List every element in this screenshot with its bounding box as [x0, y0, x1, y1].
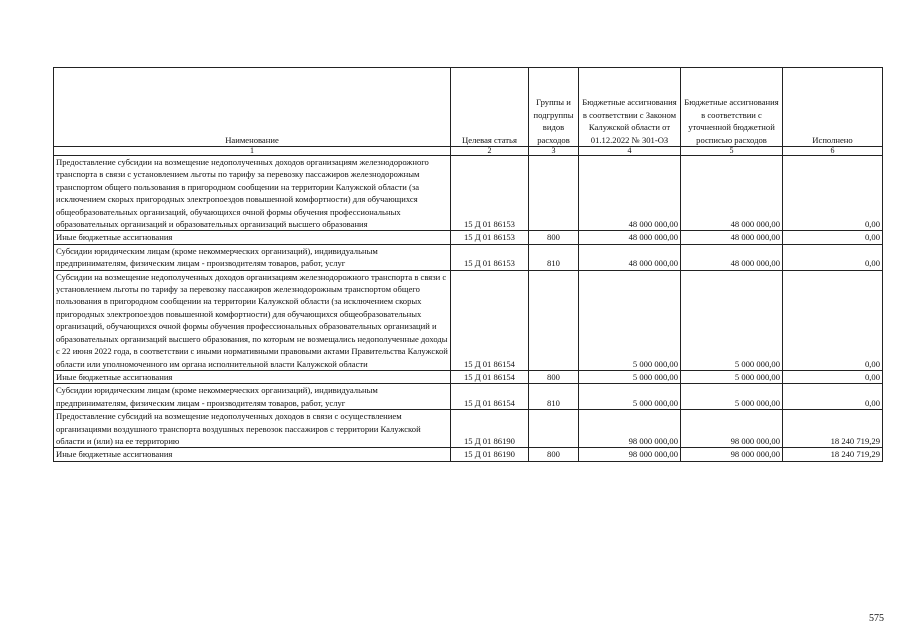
row-name: Предоставление субсидий на возмещение недополученных доходов в связи с осуществлением организациями воздушного транспорта воздушных перевозок пассажиров с территории Калужской области и (или) на ее территорию [54, 410, 451, 448]
row-revised-allocation: 98 000 000,00 [681, 448, 783, 461]
row-name: Субсидии на возмещение недополученных доходов организациям железнодорожного транспорта в связи с установлением льготы по тарифу за перевозку пассажиров железнодорожным транспортом общего пользования в пригородном сообщении на территории Калужской области (за исключением скорых пригородных электропоездов повышенной комфортности) для обучающихся общеобразовательных организаций, обучающихся очной формы обучения профессиональных образовательных организаций и образовательных организаций высшего образования, по которым не возмещались недополученные доходы с 22 июня 2022 года, в соответствии с иными нормативными правовыми актами Правительства Калужской области или уполномоченного им органа исполнительной власти Калужской области [54, 270, 451, 370]
row-expense-group: 810 [529, 384, 579, 410]
column-number: 5 [681, 147, 783, 156]
table-row [54, 231, 883, 244]
row-expense-group [529, 270, 579, 370]
row-executed: 0,00 [783, 156, 883, 231]
row-name: Предоставление субсидии на возмещение недополученных доходов организациям железнодорожного транспорта в связи с установлением льготы по тарифу за перевозку пассажиров железнодорожным транспортом общего пользования в пригородном сообщении на территории Калужской области (за исключением скорых пригородных электропоездов повышенной комфортности) для обучающихся общеобразовательных организаций, обучающихся очной формы обучения профессиональных образовательных организаций и образовательных организаций высшего образования [54, 156, 451, 231]
table-row [54, 156, 883, 231]
table-row [54, 448, 883, 461]
row-executed: 0,00 [783, 270, 883, 370]
row-revised-allocation: 48 000 000,00 [681, 231, 783, 244]
row-target-article: 15 Д 01 86190 [451, 448, 529, 461]
table-row [54, 384, 883, 410]
header-expense-group: Группы и подгруппы видов расходов [529, 68, 579, 147]
row-law-allocation: 5 000 000,00 [579, 270, 681, 370]
header-name: Наименование [54, 68, 451, 147]
row-expense-group: 800 [529, 231, 579, 244]
row-target-article: 15 Д 01 86154 [451, 370, 529, 383]
row-executed: 0,00 [783, 244, 883, 270]
row-law-allocation: 48 000 000,00 [579, 156, 681, 231]
row-target-article: 15 Д 01 86190 [451, 410, 529, 448]
table-row [54, 370, 883, 383]
row-law-allocation: 48 000 000,00 [579, 231, 681, 244]
budget-table [53, 67, 883, 462]
row-name: Иные бюджетные ассигнования [54, 231, 451, 244]
row-name: Субсидии юридическим лицам (кроме некоммерческих организаций), индивидуальным предпринимателям, физическим лицам - производителям товаров, работ, услуг [54, 244, 451, 270]
row-expense-group: 800 [529, 448, 579, 461]
row-executed: 0,00 [783, 370, 883, 383]
header-row [54, 68, 883, 147]
column-number: 6 [783, 147, 883, 156]
row-revised-allocation: 5 000 000,00 [681, 384, 783, 410]
row-name: Иные бюджетные ассигнования [54, 448, 451, 461]
row-expense-group: 810 [529, 244, 579, 270]
row-expense-group [529, 410, 579, 448]
row-expense-group [529, 156, 579, 231]
header-executed: Исполнено [783, 68, 883, 147]
row-name: Субсидии юридическим лицам (кроме некоммерческих организаций), индивидуальным предпринимателям, физическим лицам - производителям товаров, работ, услуг [54, 384, 451, 410]
row-law-allocation: 48 000 000,00 [579, 244, 681, 270]
row-target-article: 15 Д 01 86153 [451, 156, 529, 231]
row-executed: 18 240 719,29 [783, 410, 883, 448]
row-target-article: 15 Д 01 86153 [451, 231, 529, 244]
row-target-article: 15 Д 01 86154 [451, 270, 529, 370]
column-number-row [54, 147, 883, 156]
row-law-allocation: 5 000 000,00 [579, 384, 681, 410]
column-number: 1 [54, 147, 451, 156]
row-law-allocation: 5 000 000,00 [579, 370, 681, 383]
row-revised-allocation: 48 000 000,00 [681, 156, 783, 231]
page-number: 575 [869, 613, 884, 624]
row-law-allocation: 98 000 000,00 [579, 448, 681, 461]
column-number: 4 [579, 147, 681, 156]
column-number: 2 [451, 147, 529, 156]
header-law-allocation: Бюджетные ассигнования в соответствии с Законом Калужской области от 01.12.2022 № 301-ОЗ [579, 68, 681, 147]
row-name: Иные бюджетные ассигнования [54, 370, 451, 383]
header-revised-allocation: Бюджетные ассигнования в соответствии с уточненной бюджетной росписью расходов [681, 68, 783, 147]
row-target-article: 15 Д 01 86153 [451, 244, 529, 270]
row-executed: 0,00 [783, 231, 883, 244]
row-executed: 18 240 719,29 [783, 448, 883, 461]
row-revised-allocation: 98 000 000,00 [681, 410, 783, 448]
table-row [54, 244, 883, 270]
row-expense-group: 800 [529, 370, 579, 383]
table-row [54, 410, 883, 448]
row-revised-allocation: 48 000 000,00 [681, 244, 783, 270]
row-law-allocation: 98 000 000,00 [579, 410, 681, 448]
row-revised-allocation: 5 000 000,00 [681, 370, 783, 383]
row-revised-allocation: 5 000 000,00 [681, 270, 783, 370]
header-target-article: Целевая статья [451, 68, 529, 147]
row-executed: 0,00 [783, 384, 883, 410]
row-target-article: 15 Д 01 86154 [451, 384, 529, 410]
column-number: 3 [529, 147, 579, 156]
table-row [54, 270, 883, 370]
